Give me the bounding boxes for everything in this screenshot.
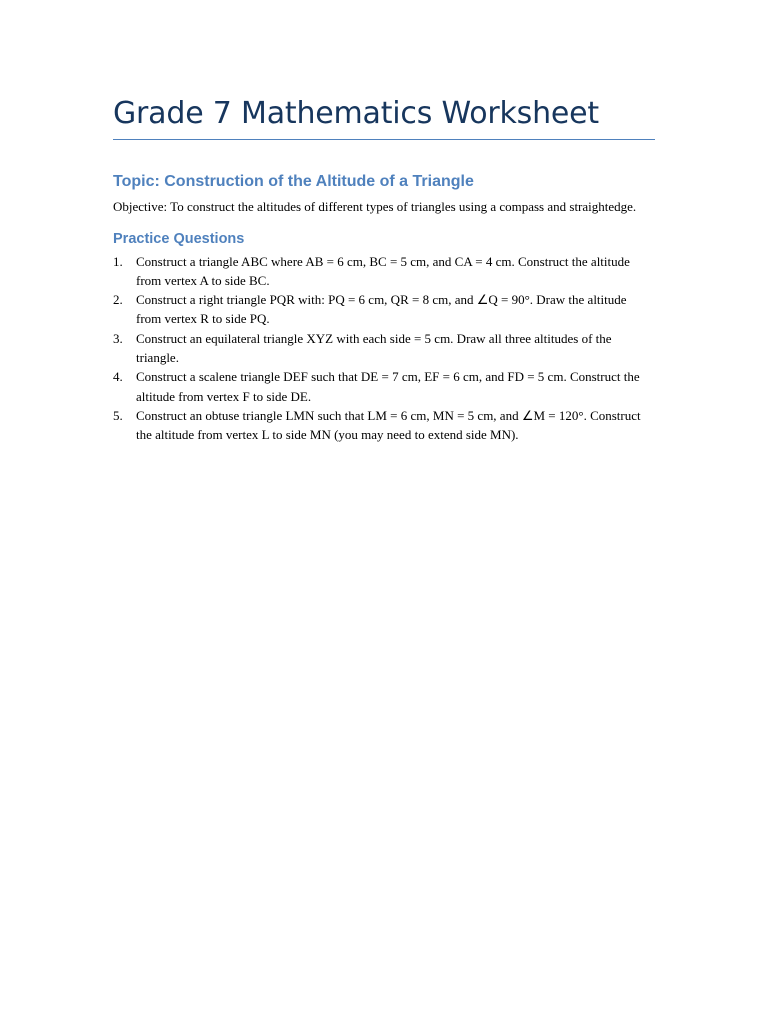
question-text: Construct an obtuse triangle LMN such that LM = 6 cm, MN = 5 cm, and ∠M = 120°. Construct the altitude from vertex L to side MN (you may need to extend side MN).	[136, 407, 641, 443]
objective-text: Objective: To construct the altitudes of different types of triangles using a compass and straightedge.	[113, 199, 637, 214]
question-text: Construct a triangle ABC where AB = 6 cm, BC = 5 cm, and CA = 4 cm. Construct the altitude from vertex A to side BC.	[136, 253, 630, 288]
question-item	[113, 290, 653, 329]
question-number: 1.	[113, 253, 123, 269]
question-item	[113, 406, 653, 445]
question-number: 3.	[113, 330, 123, 346]
title-divider	[113, 139, 655, 140]
question-number: 2.	[113, 292, 123, 308]
topic-heading: Topic: Construction of the Altitude of a Triangle	[113, 173, 474, 190]
question-text: Construct an equilateral triangle XYZ with each side = 5 cm. Draw all three altitudes of the triangle.	[136, 330, 612, 365]
questions-list	[113, 252, 653, 445]
question-text: Construct a scalene triangle DEF such that DE = 7 cm, EF = 6 cm, and FD = 5 cm. Construct the altitude from vertex F to side DE.	[136, 369, 640, 404]
question-item	[113, 329, 653, 368]
practice-questions-heading: Practice Questions	[113, 230, 245, 247]
question-text: Construct a right triangle PQR with: PQ = 6 cm, QR = 8 cm, and ∠Q = 90°. Draw the altitude from vertex R to side PQ.	[136, 292, 627, 327]
question-item	[113, 367, 653, 406]
question-number: 5.	[113, 407, 123, 423]
question-number: 4.	[113, 369, 123, 385]
question-item	[113, 252, 653, 291]
page-title: Grade 7 Mathematics Worksheet	[113, 96, 599, 131]
